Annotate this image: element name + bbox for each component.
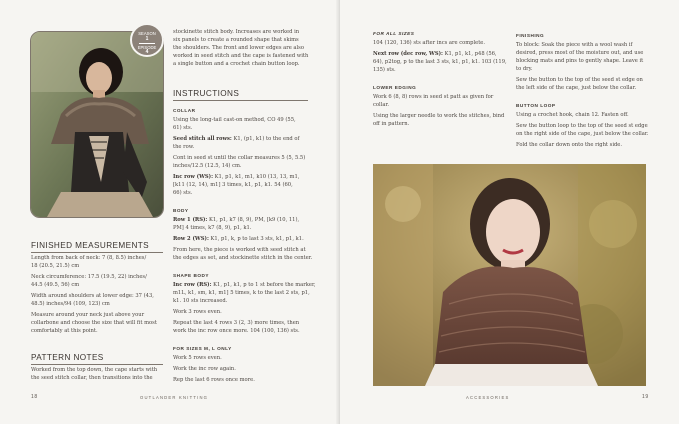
bold-label: Inc row (WS):	[173, 174, 214, 180]
collar-line	[173, 174, 299, 182]
badge-divider	[139, 43, 155, 44]
line-text: K1, p1, k7 (8, 9), PM, [k9 (10, 11),	[207, 217, 300, 223]
notes-line: the seed stitch collar, then transitions into the	[31, 375, 153, 381]
character-photo	[30, 31, 164, 218]
shape-line: Work 3 rows even.	[173, 309, 222, 315]
collar-line: 61) sts.	[173, 125, 193, 131]
finished-measurements-heading: FINISHED MEASUREMENTS	[31, 241, 150, 250]
all-sizes-line	[373, 51, 497, 59]
finished-line: Length from back of neck: 7 (8, 8.5) inches/	[31, 255, 147, 261]
bold-label: Row 1 (RS):	[173, 217, 208, 223]
notes-line: Worked from the top down, the cape starts with	[31, 367, 158, 373]
season-label: SEASON	[138, 31, 156, 36]
season-episode-badge	[130, 23, 164, 57]
collar-line: Using the long-tail cast-on method, CO 49 (55,	[173, 117, 296, 123]
body-line	[173, 236, 304, 244]
bold-label: Seed stitch all rows:	[173, 136, 232, 142]
season-number: 1	[145, 35, 149, 42]
all-sizes-line: 104 (120, 136) sts after incs are complete.	[373, 40, 486, 46]
bold-label: Inc row (RS):	[173, 282, 212, 288]
button-loop-heading: BUTTON LOOP	[516, 103, 556, 108]
sizes-ml-heading: FOR SIZES M, L ONLY	[173, 346, 232, 351]
button-loop-line: Fold the collar down onto the right side.	[516, 142, 623, 148]
intro-line: the shoulders. The front and lower edges are also	[173, 45, 304, 51]
model-photo	[373, 164, 646, 386]
collar-line: inches/12.5 (12.5, 14) cm.	[173, 163, 242, 169]
running-footer-left: OUTLANDER KNITTING	[140, 395, 209, 400]
lower-edging-line: off in pattern.	[373, 121, 410, 127]
heading-rule	[31, 252, 163, 253]
shape-line: m1L, k1, sm, k1, m1] 5 times, k to the last 2 sts, p1,	[173, 290, 310, 296]
sizes-ml-line: Rep the last 6 rows once more.	[173, 377, 255, 383]
finished-line: Neck circumference: 17.5 (19.5, 22) inches/	[31, 274, 147, 280]
finished-line: Measure around your neck just above your	[31, 312, 145, 318]
button-loop-line: on the right side of the cape, just below the collar.	[516, 131, 649, 137]
heading-rule	[173, 100, 308, 101]
shape-line: Repeat the last 4 rows 3 (2, 3) more times, then	[173, 320, 300, 326]
finished-line: collarbone and choose the size that will fit most	[31, 320, 157, 326]
button-loop-line: Sew the button loop to the top of the seed st edge	[516, 123, 648, 129]
body-line: the edges as set, and stockinette stitch in the center.	[173, 255, 313, 261]
sizes-ml-line: Work the inc row again.	[173, 366, 236, 372]
running-footer-right: ACCESSORIES	[466, 395, 510, 400]
line-text: K1, p1, k1, p48 (56,	[442, 51, 497, 57]
collar-line	[173, 136, 299, 144]
shape-line: k1. 10 sts increased.	[173, 298, 228, 304]
line-text: K1, p1, k1, p to 1 st before the marker,	[211, 282, 316, 288]
line-text: K1, p1, k, p to last 3 sts, k1, p1, k1.	[208, 236, 304, 242]
collar-line: Cont in seed st until the collar measures 5 (5, 5.5)	[173, 155, 306, 161]
finishing-line: desired, press most of the moisture out, and use	[516, 50, 644, 56]
finishing-line: blocking mats and pins to gently shape. Leave it	[516, 58, 644, 64]
finished-line: 48.5) inches/94 (109, 123) cm	[31, 301, 110, 307]
shape-line	[173, 282, 316, 290]
episode-number: 4	[145, 49, 149, 56]
lower-edging-line: Work 6 (8, 8) rows in seed st patt as given for	[373, 94, 494, 100]
lower-edging-line: collar.	[373, 102, 389, 108]
woman-wearing-capelet-image	[373, 164, 646, 386]
body-line: From here, the piece is worked with seed stitch at	[173, 247, 306, 253]
lower-edging-heading: LOWER EDGING	[373, 85, 417, 90]
button-loop-line: Using a crochet hook, chain 12. Fasten off.	[516, 112, 629, 118]
body-line	[173, 217, 299, 225]
lower-edging-line: Using the larger needle to work the stitches, bind	[373, 113, 505, 119]
collar-line: 66) sts.	[173, 190, 193, 196]
page-number-left: 18	[31, 394, 38, 400]
intro-line: a single button and a crochet chain button loop.	[173, 61, 300, 67]
sizes-ml-line: Work 5 rows even.	[173, 355, 222, 361]
finishing-heading: FINISHING	[516, 33, 545, 38]
intro-line: six panels to create a rounded shape that skims	[173, 37, 299, 43]
bold-label: Next row (dec row, WS):	[373, 51, 443, 57]
finished-line: comfortably at this point.	[31, 328, 98, 334]
bold-label: Row 2 (WS):	[173, 236, 209, 242]
all-sizes-line: 64), p2tog, p to the last 3 sts, k1, p1, k1. 103 (119,	[373, 59, 507, 65]
heading-rule	[31, 364, 163, 365]
shape-line: work the inc row once more. 104 (100, 136) sts.	[173, 328, 300, 334]
finished-line: Width around shoulders at lower edge: 37 (43,	[31, 293, 154, 299]
intro-line: stockinette stitch body. Increases are worked in	[173, 29, 300, 35]
finished-line: 44.5 (49.5, 56) cm	[31, 282, 80, 288]
shape-body-heading: SHAPE BODY	[173, 273, 209, 278]
line-text: K1, p1, k1, m1, k10 (13, 13, m1,	[213, 174, 300, 180]
pattern-notes-heading: PATTERN NOTES	[31, 353, 104, 362]
line-text: K1, (p1, k1) to the end of	[231, 136, 300, 142]
collar-heading: COLLAR	[173, 108, 196, 113]
body-line: PM] 4 times, k7 (8, 9), p1, k1.	[173, 225, 252, 231]
body-heading: BODY	[173, 208, 189, 213]
page-number-right: 19	[642, 394, 649, 400]
woman-in-cape-image	[31, 32, 163, 217]
finished-line: 18 (20.5, 21.5) cm	[31, 263, 80, 269]
finishing-line: the left side of the cape, just below the collar.	[516, 85, 637, 91]
instructions-heading: INSTRUCTIONS	[173, 89, 240, 98]
all-sizes-heading: FOR ALL SIZES	[373, 31, 415, 36]
left-page	[0, 0, 339, 424]
intro-line: worked in seed stitch and the cape is fastened with	[173, 53, 309, 59]
collar-line: [k11 (12, 14), m1] 3 times, k1, p1, k1. 54 (60,	[173, 182, 293, 188]
collar-line: the row.	[173, 144, 195, 150]
finishing-line: To block: Soak the piece with a wool wash if	[516, 42, 633, 48]
finishing-line: Sew the button to the top of the seed st edge on	[516, 77, 643, 83]
finishing-line: to dry.	[516, 66, 533, 72]
all-sizes-line: 135) sts.	[373, 67, 396, 73]
episode-label: EPISODE	[137, 44, 157, 50]
